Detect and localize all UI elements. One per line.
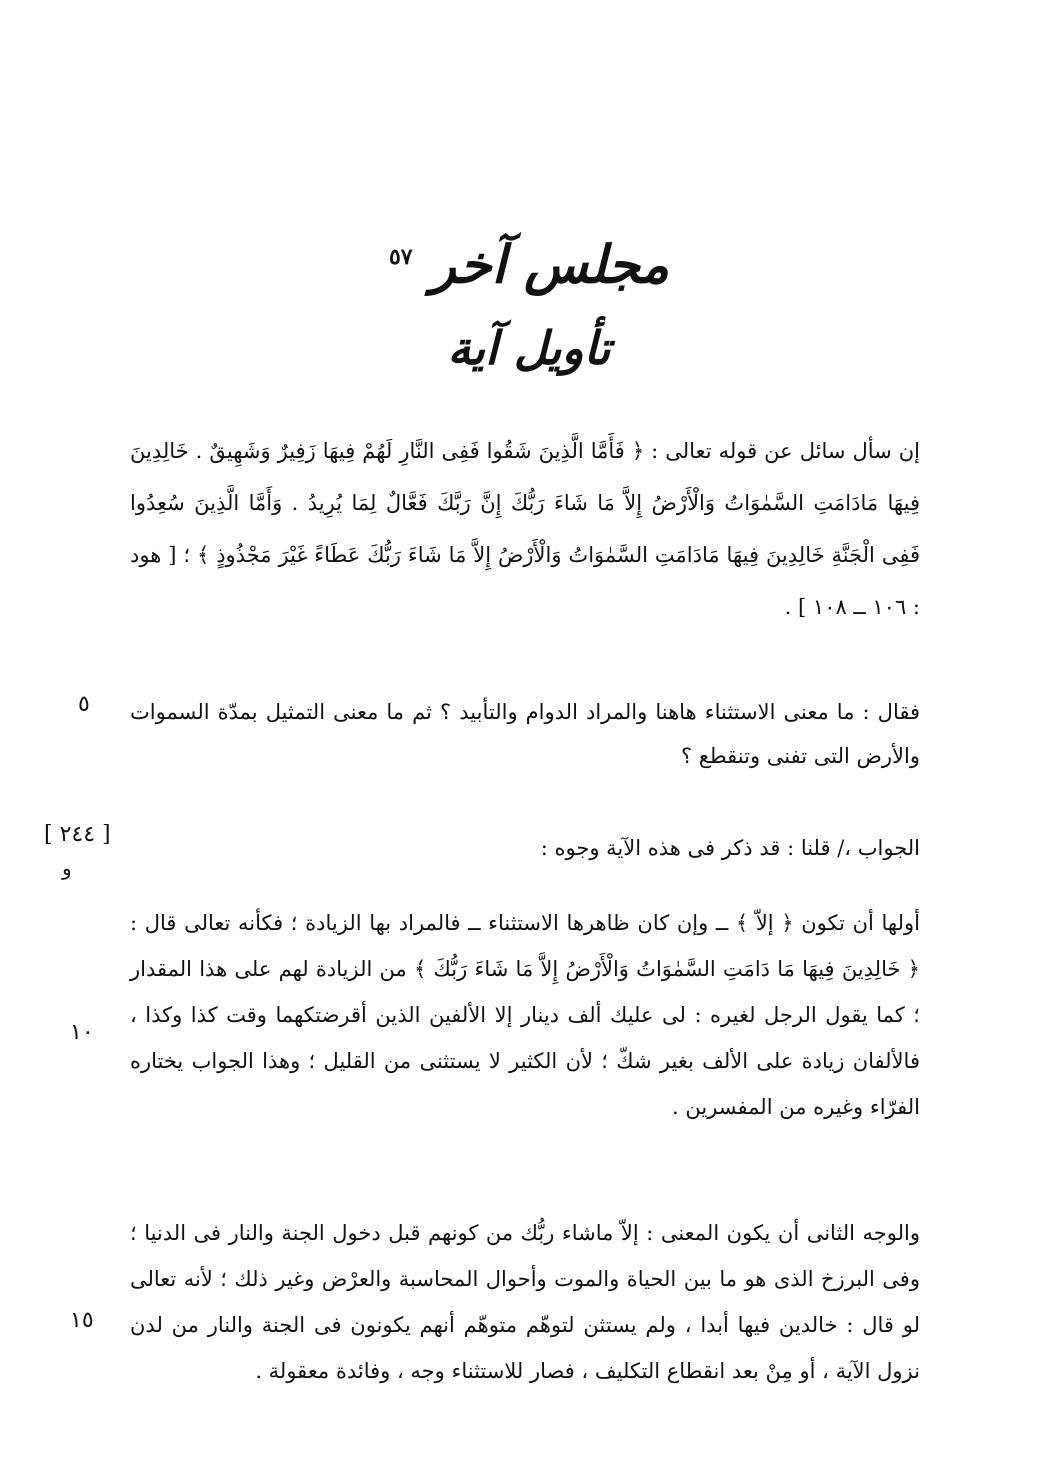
- answer-intro-paragraph: الجواب ،/ قلنا : قد ذكر فى هذه الآية وجوه :: [540, 836, 920, 860]
- majlis-title: مجلس آخر: [430, 234, 670, 296]
- majlis-number: ٥٧: [388, 244, 413, 270]
- majlis-heading: [0, 222, 1058, 300]
- line-number-5: ٥: [78, 692, 90, 717]
- first-interpretation-paragraph: أولها أن تكون ﴿ إلاّ ﴾ ــ وإن كان ظاهرها الاستثناء ــ فالمراد بها الزيادة ؛ فكأنه تعالى قال : ﴿ خَالِدِينَ فِيهَا مَا دَامَتِ السَّمٰوَاتُ وَالْأَرْضُ إِلاَّ مَا شَاءَ رَبُّكَ ﴾ من الزيادة لهم على هذا المقدار ؛ كما يقول الرجل لغيره : لى عليك ألف دينار إلا الألفين الذين أقرضتكهما وقت كذا وكذا ، فالألفان زيادة على الألف بغير شكّ ؛ لأن الكثير لا يستثنى من القليل ؛ وهذا الجواب يختاره الفرّاء وغيره من المفسرين .: [130, 911, 920, 1119]
- line-number-15: ١٥: [70, 1308, 94, 1333]
- question-paragraph: إن سأل سائل عن قوله تعالى : ﴿ فَأَمَّا الَّذِينَ شَقُوا فَفِى النَّارِ لَهُمْ فِيهَا زَفِيرٌ وَشَهِيقٌ . خَالِدِينَ فِيهَا مَادَامَتِ السَّمٰوَاتُ وَالْأَرْضُ إِلاَّ مَا شَاءَ رَبُّكَ إِنَّ رَبَّكَ فَعَّالٌ لِمَا يُرِيدُ . وَأَمَّا الَّذِينَ سُعِدُوا فَفِى الْجَنَّةِ خَالِدِينَ فِيهَا مَادَامَتِ السَّمٰوَاتُ وَالْأَرْضُ إِلاَّ مَا شَاءَ رَبُّكَ عَطَاءً غَيْرَ مَجْذُوذٍ ﴾ ؛ [ هود : ١٠٦ ــ ١٠٨ ] .: [130, 439, 920, 619]
- section-title: تأويل آية: [447, 321, 611, 375]
- line-number-10: ١٠: [70, 1020, 94, 1045]
- manuscript-folio-marker: [ ٢٤٤ ]: [44, 822, 111, 847]
- manuscript-folio-side: و: [62, 856, 72, 880]
- second-interpretation-paragraph: والوجه الثانى أن يكون المعنى : إلاّ ماشاء ربُّك من كونهم قبل دخول الجنة والنار فى الدنيا ؛ وفى البرزخ الذى هو ما بين الحياة والموت وأحوال المحاسبة والعرْض وغير ذلك ؛ لأنه تعالى لو قال : خالدين فيها أبدا ، ولم يستثن لتوهّم متوهّم أنهم يكونون فى الجنة والنار من لدن نزول الآية ، أو مِنْ بعد انقطاع التكليف ، فصار للاستثناء وجه ، وفائدة معقولة .: [130, 1221, 920, 1383]
- question-followup-paragraph: فقال : ما معنى الاستثناء هاهنا والمراد الدوام والتأبيد ؟ ثم ما معنى التمثيل بمدّة السموات والأرض التى تفنى وتنقطع ؟: [130, 700, 920, 768]
